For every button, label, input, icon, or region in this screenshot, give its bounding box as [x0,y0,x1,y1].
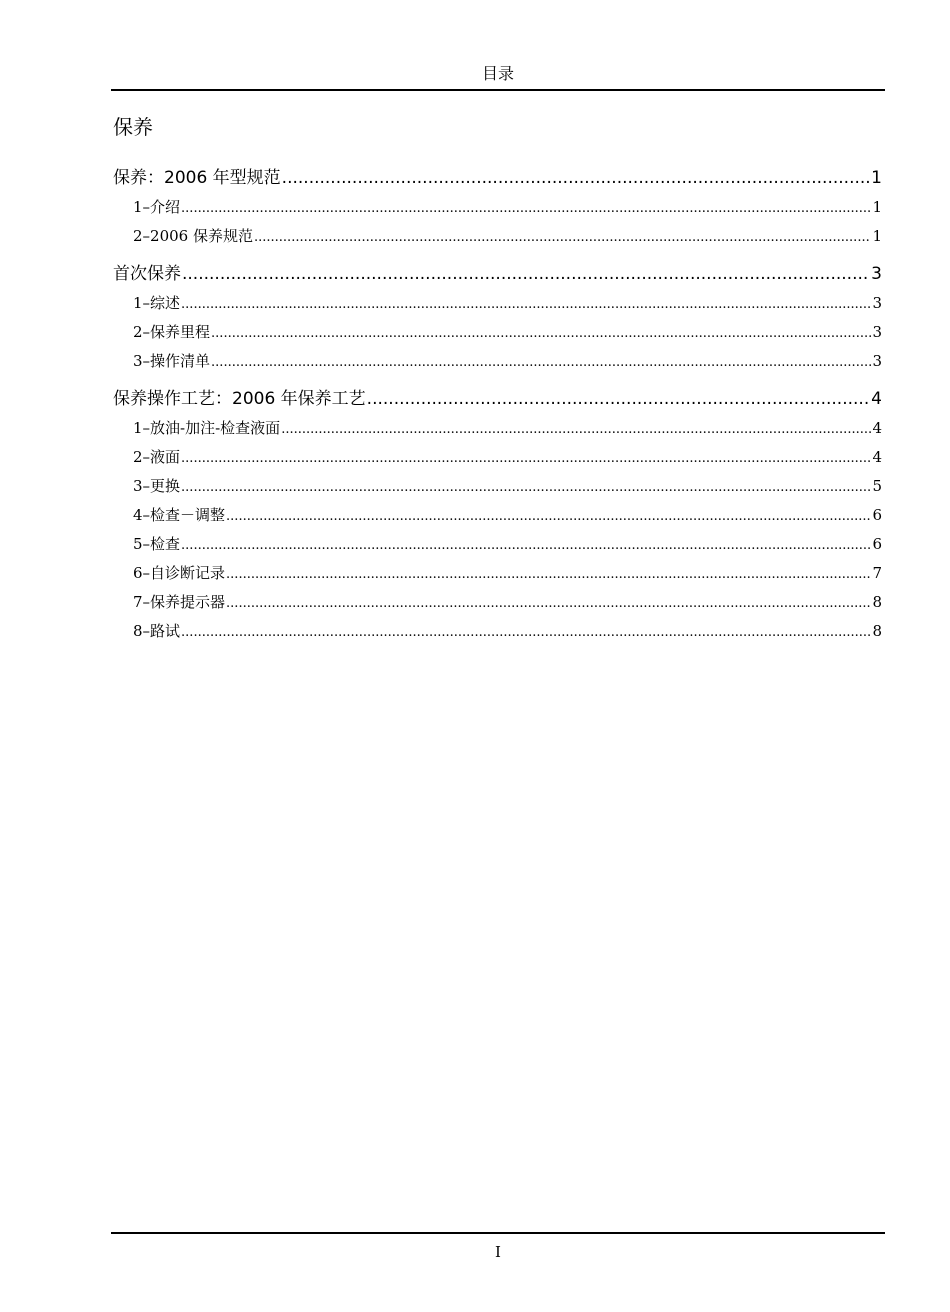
table-of-contents [113,164,882,655]
toc-leader-dots [181,473,871,502]
toc-leader-dots [181,531,871,560]
toc-page-number: 3 [871,264,882,284]
toc-entry-level2[interactable] [113,472,882,501]
toc-entry-level2[interactable] [113,501,882,530]
toc-entry-level1[interactable] [113,385,882,414]
toc-entry-label: 7–保养提示器 [133,593,226,611]
toc-entry-label: 8–路试 [133,622,181,640]
toc-page-number: 7 [872,564,882,582]
toc-leader-dots [226,560,871,589]
toc-page-number: 4 [871,389,882,409]
toc-page-number: 3 [872,294,882,312]
toc-leader-dots [254,223,871,252]
toc-leader-dots [211,319,871,348]
toc-entry-label: 1–介绍 [133,198,181,216]
toc-entry-level1[interactable] [113,164,882,193]
toc-page-number: 1 [872,227,882,245]
header-title: 目录 [481,64,514,83]
toc-entry-level2[interactable] [113,222,882,251]
toc-entry-label: 1–综述 [133,294,181,312]
toc-entry-label: 6–自诊断记录 [133,564,226,582]
toc-page-number: 4 [872,419,882,437]
toc-entry-label: 保养操作工艺：2006 年保养工艺 [113,389,366,409]
toc-entry-level2[interactable] [113,318,882,347]
toc-page-number: 4 [872,448,882,466]
toc-section [113,164,882,251]
toc-page-number: 6 [872,535,882,553]
toc-entry-level2[interactable] [113,414,882,443]
toc-leader-dots [282,164,871,193]
toc-entry-label: 3–操作清单 [133,352,211,370]
toc-leader-dots [182,260,870,289]
toc-page-number: 5 [872,477,882,495]
toc-entry-level2[interactable] [113,617,882,646]
toc-entry-label: 2–液面 [133,448,181,466]
toc-entry-level2[interactable] [113,193,882,222]
toc-entry-label: 1–放油-加注-检查液面 [133,419,281,437]
toc-entry-label: 5–检查 [133,535,181,553]
toc-entry-level2[interactable] [113,530,882,559]
toc-page-number: 1 [872,198,882,216]
toc-page-number: 8 [872,622,882,640]
toc-section [113,385,882,646]
toc-leader-dots [181,194,871,223]
toc-leader-dots [181,444,871,473]
toc-entry-label: 保养：2006 年型规范 [113,168,281,188]
footer-page-number: I [495,1243,501,1261]
toc-leader-dots [211,348,871,377]
toc-leader-dots [367,385,871,414]
toc-leader-dots [281,415,871,444]
toc-page-number: 1 [871,168,882,188]
toc-section [113,260,882,376]
page-header [111,62,885,91]
toc-page-number: 3 [872,323,882,341]
toc-entry-level2[interactable] [113,347,882,376]
toc-entry-level2[interactable] [113,289,882,318]
toc-entry-level1[interactable] [113,260,882,289]
toc-entry-label: 3–更换 [133,477,181,495]
document-title: 保养 [113,115,153,139]
toc-entry-level2[interactable] [113,443,882,472]
toc-page-number: 8 [872,593,882,611]
toc-page-number: 3 [872,352,882,370]
toc-page-number: 6 [872,506,882,524]
page-footer [111,1232,885,1262]
toc-leader-dots [181,290,871,319]
toc-entry-label: 2–2006 保养规范 [133,227,253,245]
toc-entry-level2[interactable] [113,588,882,617]
toc-entry-label: 2–保养里程 [133,323,211,341]
toc-leader-dots [226,502,871,531]
toc-entry-label: 首次保养 [113,264,181,284]
toc-leader-dots [181,618,871,647]
toc-entry-level2[interactable] [113,559,882,588]
toc-entry-label: 4–检查－调整 [133,506,226,524]
toc-leader-dots [226,589,871,618]
